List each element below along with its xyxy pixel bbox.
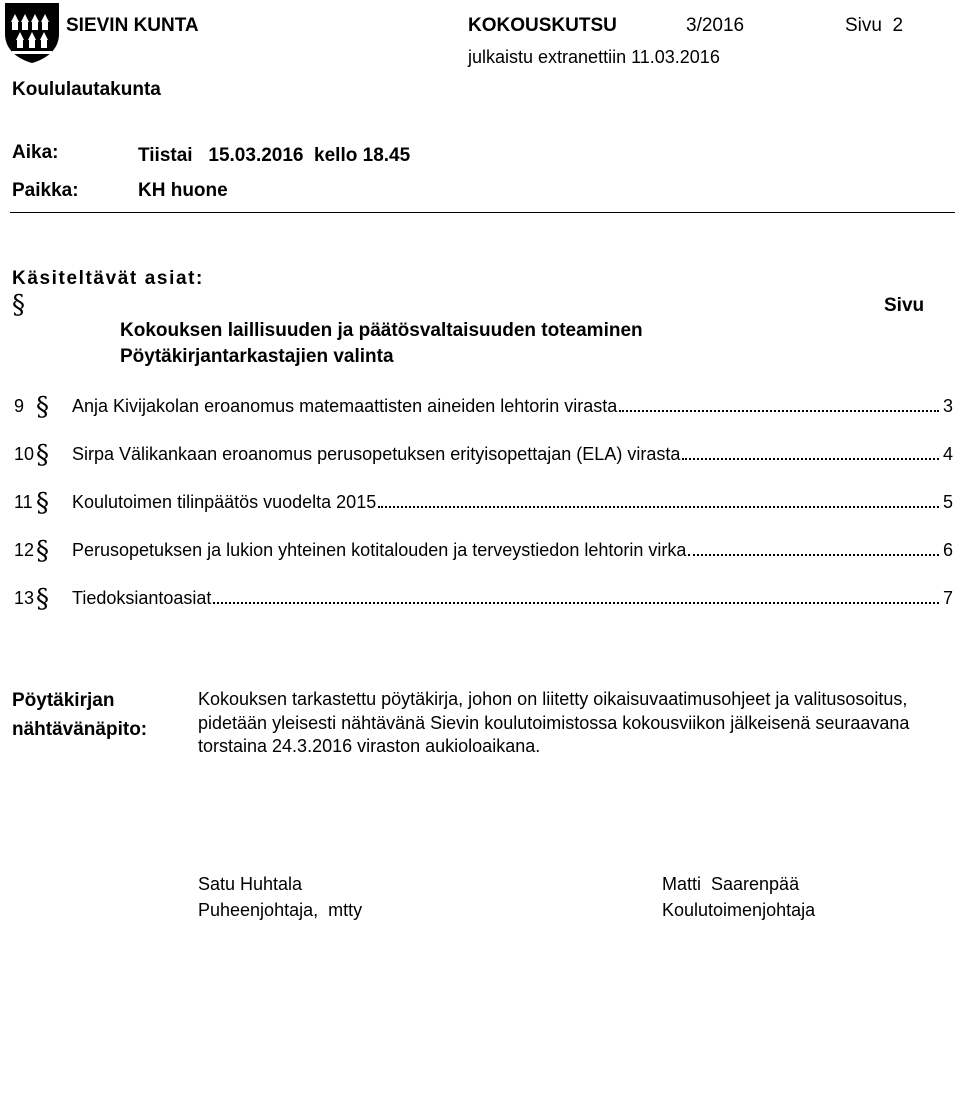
agenda-item-9[interactable] [14,392,959,422]
item-page: 4 [942,444,953,464]
page-label: Sivu [845,15,882,36]
item-number: 10 [14,444,35,464]
dot-leader [688,554,939,556]
item-title: Tiedoksiantoasiat [72,588,212,608]
item-title: Sirpa Välikankaan eroanomus perusopetuksen erityisopettajan (ELA) virasta [72,444,681,464]
intro-item: Kokouksen laillisuuden ja päätösvaltaisuuden toteaminen [120,320,643,341]
section-symbol: § [36,488,49,518]
intro-item: Pöytäkirjantarkastajien valinta [120,346,394,367]
item-page: 6 [942,540,953,560]
time-label: Aika: [12,142,59,163]
dot-leader [378,506,939,508]
signer-title: Puheenjohtaja, mtty [198,900,363,920]
page-indicator [845,15,903,37]
publish-note: julkaistu extranettiin 11.03.2016 [468,47,720,67]
document-type: KOKOUSKUTSU [468,15,617,36]
notice-label-line2: nähtävänäpito: [12,719,148,740]
notice-label-line1: Pöytäkirjan [12,690,115,711]
item-title: Perusopetuksen ja lukion yhteinen kotitalouden ja terveystiedon lehtorin virka [72,540,687,560]
item-page: 7 [942,588,953,608]
page-number: 2 [892,15,904,36]
section-symbol: § [36,392,49,422]
item-title: Koulutoimen tilinpäätös vuodelta 2015 [72,492,377,512]
page-column-label: Sivu [884,295,925,316]
item-page: 5 [942,492,953,512]
time-value: Tiistai 15.03.2016 kello 18.45 [138,145,411,166]
municipality-name: SIEVIN KUNTA [66,15,199,36]
committee-name: Koululautakunta [12,79,161,100]
dot-leader [213,602,939,604]
signer-name: Matti Saarenpää [662,874,800,894]
dot-leader [682,458,939,460]
item-number: 11 [14,492,33,512]
section-symbol: § [36,584,49,614]
section-symbol: § [12,290,25,320]
notice-text: Kokouksen tarkastettu pöytäkirja, johon on liitetty oikaisuvaatimusohjeet ja valitusosoitus, pidetään yleisesti nähtävänä Sievin koulutoimistossa kokousviikon jälkeisenä seuraavana torstaina 24.3.2016 viraston aukioloaikana. [198,689,910,756]
agenda-item-11[interactable] [14,488,959,518]
signer-title: Koulutoimenjohtaja [662,900,816,920]
document-number: 3/2016 [686,15,745,36]
section-symbol: § [36,440,49,470]
item-number: 9 [14,396,25,416]
item-title: Anja Kivijakolan eroanomus matemaattisten aineiden lehtorin virasta [72,396,618,416]
item-number: 12 [14,540,35,560]
item-number: 13 [14,588,35,608]
section-symbol: § [36,536,49,566]
agenda-item-10[interactable] [14,440,959,470]
place-value: KH huone [138,180,228,201]
agenda-item-12[interactable] [14,536,959,566]
item-page: 3 [942,396,953,416]
signer-name: Satu Huhtala [198,874,303,894]
sievi-coat-of-arms-icon [4,2,60,64]
place-label: Paikka: [12,180,79,201]
divider-line [10,212,955,213]
dot-leader [619,410,939,412]
agenda-item-13[interactable] [14,584,959,614]
agenda-heading: Käsiteltävät asiat: [12,268,204,289]
